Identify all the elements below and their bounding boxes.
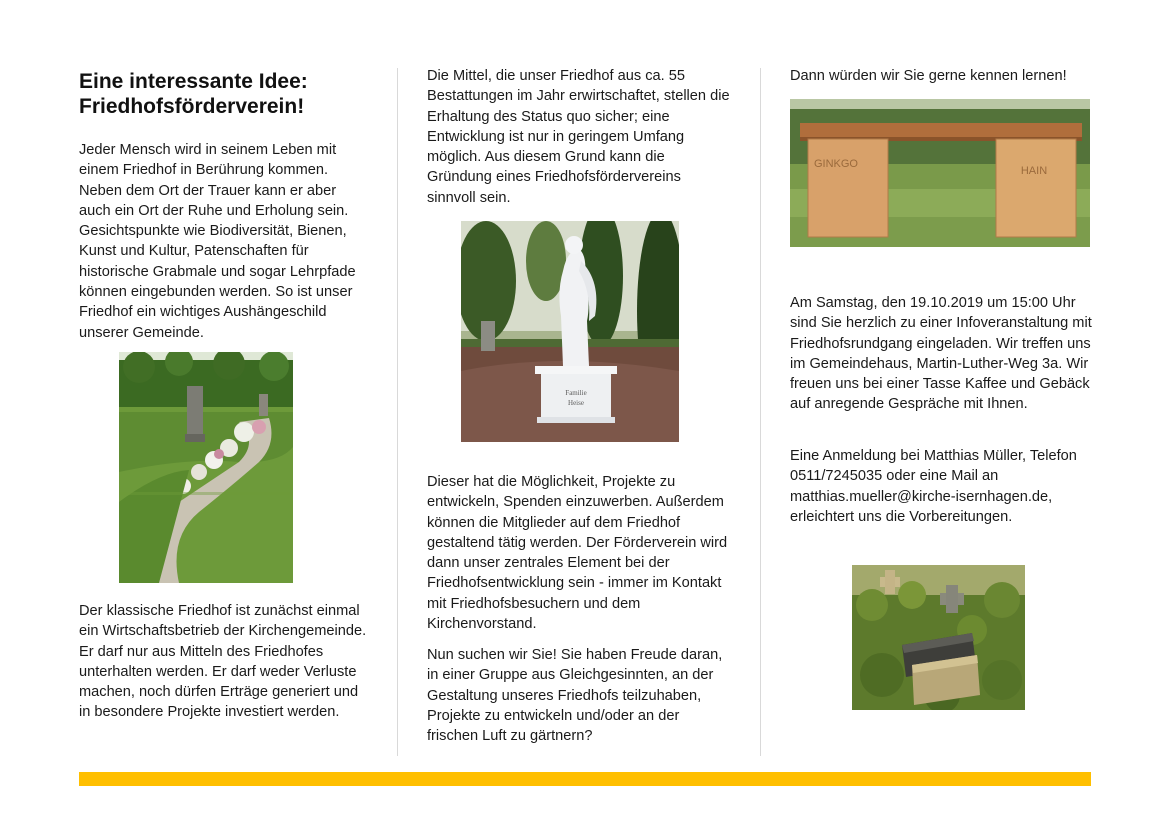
bench-engraving-left: GINKGO [813, 158, 859, 170]
event-paragraph: Am Samstag, den 19.10.2019 um 15:00 Uhr sind Sie herzlich zu einer Infoveranstaltung mit Friedhofsrundgang eingeladen. Wir treffen uns im Gemeindehaus, Martin-Luther-Weg 3a. Wir freuen uns bei einer Tasse Kaffee und Gebäck auf anregende Gespräche mit Ihnen. [790, 295, 1092, 413]
column-right [790, 66, 1095, 86]
garden-grave-photo [119, 352, 293, 583]
intro-paragraph: Jeder Mensch wird in seinem Leben mit einem Friedhof in Berührung kommen. Neben dem Ort der Trauer kann er aber auch ein Ort der Ruhe und Erholung sein. Gesichtspunkte wie Biodiversität, Bienen, Kunst und Kultur, Patenschaften für historische Grabmale und sogar Lehrpfade können eingebunden werden. So ist unser Friedhof ein wichtiges Aushängeschild unserer Gemeinde. [79, 142, 356, 341]
statue-inscription-line1: Familie [565, 389, 587, 397]
association-paragraph: Dieser hat die Möglichkeit, Projekte zu entwickeln, Spenden einzuwerben. Außerdem können die Mitglieder auf dem Friedhof gestaltend tätig werden. Der Förderverein wird dann unser zentrales Element bei der Friedhofsentwicklung sein - immer im Kontakt mit Friedhofsbesuchern und dem Kirchenvorstand. [427, 474, 728, 633]
funding-paragraph: Die Mittel, die unser Friedhof aus ca. 55 Bestattungen im Jahr erwirtschaftet, stellen die Erhaltung des Status quo sicher; eine Entwicklung ist nur in geringem Umfang möglich. Aus diesem Grund kann die Gründung eines Friedhofsfördervereins sinnvoll sein. [427, 68, 730, 206]
call-to-action-paragraph: Nun suchen wir Sie! Sie haben Freude daran, in einer Gruppe aus Gleichgesinnten, an der Gestaltung unseres Friedhofs teilzuhaben, Projekte zu entwickeln und/oder an der frischen Luft zu gärtnern? [427, 647, 723, 745]
statue-photo [461, 221, 679, 442]
footer-accent-bar [79, 772, 1091, 786]
greeting-paragraph: Dann würden wir Sie gerne kennen lernen! [790, 68, 1067, 84]
grave-crosses-photo [852, 565, 1025, 710]
registration-paragraph: Eine Anmeldung bei Matthias Müller, Telefon 0511/7245035 oder eine Mail an matthias.mueller@kirche-isernhagen.de, erleichtert uns die Vorbereitungen. [790, 448, 1077, 525]
stone-bench-photo [790, 99, 1090, 247]
column-divider-left [397, 68, 398, 756]
statue-inscription-line2: Heise [568, 399, 584, 407]
title-line-1: Eine interessante Idee: [79, 70, 308, 93]
economics-paragraph: Der klassische Friedhof ist zunächst einmal ein Wirtschaftsbetrieb der Kirchengemeinde. Er darf nur aus Mitteln des Friedhofes unterhalten werden. Er darf weder Verluste machen, noch dürfen Erträge generiert und in besondere Projekte investiert werden. [79, 603, 367, 721]
column-divider-right [760, 68, 761, 756]
title-line-2: Friedhofsförderverein! [79, 95, 305, 118]
column-middle [427, 66, 732, 208]
page-title [79, 69, 369, 119]
column-left [79, 66, 369, 343]
bench-engraving-right: HAIN [1020, 165, 1048, 177]
